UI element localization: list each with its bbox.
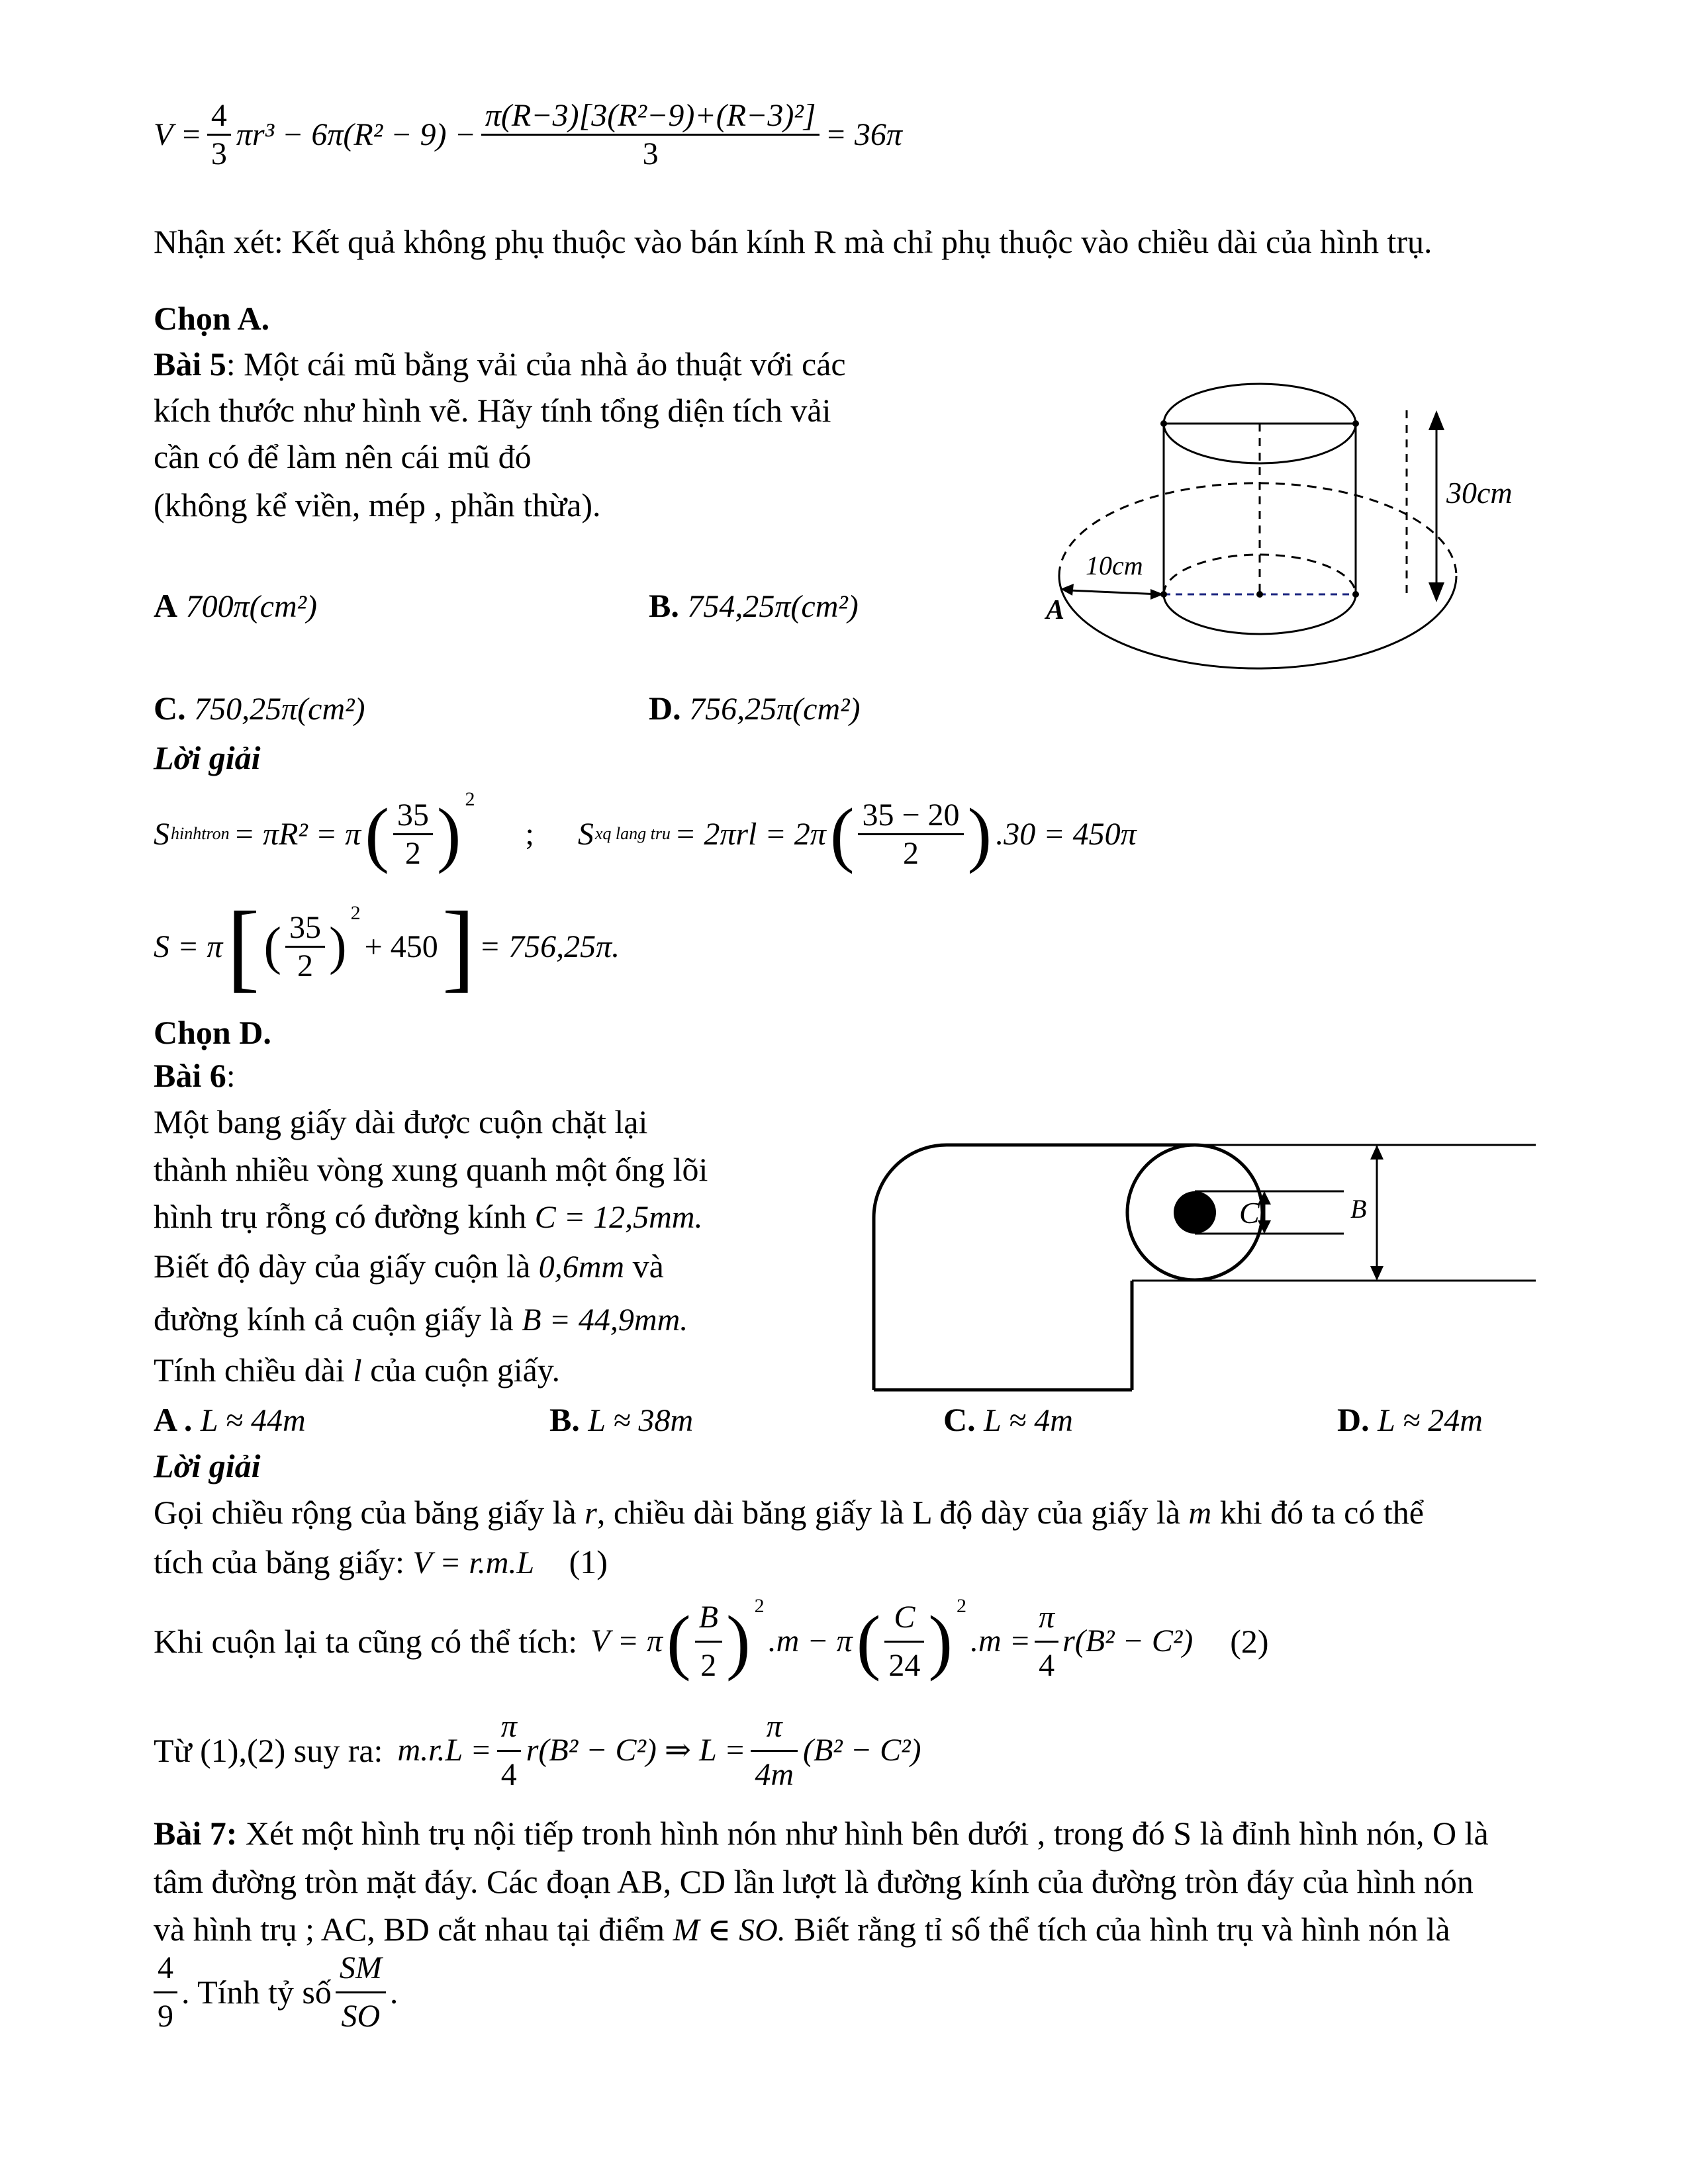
roll-core bbox=[1174, 1191, 1216, 1234]
bai6-line4: Biết độ dày của giấy cuộn là 0,6mm và bbox=[154, 1248, 664, 1285]
bai7-line3: và hình trụ ; AC, BD cắt nhau tại điểm M ∈ SO. Biết rằng tỉ số thể tích của hình trụ và hình nón là bbox=[154, 1911, 1450, 1948]
bai6-solution-line2: tích của băng giấy: V = r.m.L (1) bbox=[154, 1543, 608, 1580]
bai6-solution-line1: Gọi chiều rộng của băng giấy là r, chiều dài băng giấy là L độ dày của giấy là m khi đó ta có thể bbox=[154, 1494, 1424, 1531]
cylinder-base-front bbox=[1164, 594, 1356, 634]
bai5-option-d: D. 756,25π(cm²) bbox=[649, 690, 861, 727]
bai6-title: Bài 6 bbox=[154, 1057, 226, 1094]
choose-a: Chọn A. bbox=[154, 300, 270, 337]
bai6-option-c: C. L ≈ 4m bbox=[943, 1401, 1073, 1438]
bai5-title: Bài 5 bbox=[154, 345, 226, 383]
eq-lhs: V = bbox=[154, 116, 202, 152]
bai5-option-c: C. 750,25π(cm²) bbox=[154, 690, 365, 727]
bai6-solution-label: Lời giải bbox=[154, 1447, 261, 1484]
bai5-line4: (không kể viền, mép , phần thừa). bbox=[154, 486, 601, 523]
bai6-line6: Tính chiều dài l của cuộn giấy. bbox=[154, 1351, 561, 1388]
volume-equation bbox=[154, 78, 902, 191]
bai6-line2: thành nhiều vòng xung quanh một ống lõi bbox=[154, 1151, 708, 1188]
bai5-option-b: B. 754,25π(cm²) bbox=[649, 587, 859, 624]
bai6-option-d: D. L ≈ 24m bbox=[1337, 1401, 1483, 1438]
eq-frac-big: $\frac{\text{π(R−3)[3(R²−9)+(R−3)²]}}{3}$ bbox=[481, 97, 820, 172]
bai6-line1: Một bang giấy dài được cuộn chặt lại bbox=[154, 1103, 648, 1140]
choose-d: Chọn D. bbox=[154, 1014, 271, 1051]
bai6-line3: hình trụ rỗng có đường kính C = 12,5mm. bbox=[154, 1198, 703, 1235]
eq-frac-4-3: $\frac{4}{3}$ bbox=[207, 97, 231, 172]
bai6-title-line: Bài 6: bbox=[154, 1057, 236, 1094]
paper-roll-figure bbox=[861, 1132, 1556, 1410]
bai5-line1: Bài 5: Một cái mũ bằng vải của nhà ảo thuật với các bbox=[154, 345, 846, 383]
eq-result: = 36π bbox=[825, 116, 902, 152]
bai5-solution-line2: S = π [ ( $\frac{35}{2}$ ) 2 + 450 ] = 756,25π. bbox=[154, 891, 620, 1001]
bai7-line1: Bài 7: Xét một hình trụ nội tiếp tronh hình nón như hình bên dưới , trong đó S là đỉnh hình nón, O là bbox=[154, 1815, 1489, 1852]
eq-middle: πr³ − 6π(R² − 9) − bbox=[236, 116, 476, 152]
radius-arrow bbox=[1069, 590, 1160, 594]
c-label: C bbox=[1239, 1196, 1260, 1230]
hat-figure bbox=[1013, 384, 1513, 688]
bai5-solution-label: Lời giải bbox=[154, 739, 261, 776]
bai6-option-a: A . L ≈ 44m bbox=[154, 1401, 306, 1438]
bai5-line2: kích thước như hình vẽ. Hãy tính tổng diện tích vải bbox=[154, 392, 831, 429]
bai7-line4: $\frac{4}{9}$ . Tính tỷ số $\frac{SM}{SO}$ . bbox=[154, 1949, 398, 2035]
bai5-line3: cần có để làm nên cái mũ đó bbox=[154, 438, 532, 475]
brim-front bbox=[1059, 576, 1456, 668]
bai5-option-a: A 700π(cm²) bbox=[154, 587, 317, 624]
height-label: 30cm bbox=[1446, 476, 1513, 510]
bai7-title: Bài 7: bbox=[154, 1815, 238, 1852]
bai6-option-b: B. L ≈ 38m bbox=[549, 1401, 694, 1438]
remark: Nhận xét: Kết quả không phụ thuộc vào bán kính R mà chỉ phụ thuộc vào chiều dài của hình trụ. bbox=[154, 223, 1432, 260]
bai6-line5: đường kính cả cuộn giấy là B = 44,9mm. bbox=[154, 1300, 688, 1338]
point-a-label: A bbox=[1046, 595, 1065, 625]
bai6-solution-line4: Từ (1),(2) suy ra: m.r.L = $\frac{\pi}{4}$ r(B² − C²) ⇒ L = $\frac{\pi}{4m}$ (B² − C²) bbox=[154, 1701, 921, 1800]
radius-label: 10cm bbox=[1086, 551, 1143, 580]
b-label: B bbox=[1350, 1194, 1367, 1224]
bai5-solution-line1: S hinhtron = πR² = π ( $\frac{35}{2}$ ) 2 ; S xq lang tru = 2πrl = 2π ( $\frac{35 - 20}{2}$ ) .30 = 450π bbox=[154, 788, 1137, 874]
bai7-line2: tâm đường tròn mặt đáy. Các đoạn AB, CD lần lượt là đường kính của đường tròn đáy của hình nón bbox=[154, 1863, 1474, 1900]
bai6-solution-line3: Khi cuộn lại ta cũng có thể tích: V = π ( $\frac{B}{2}$ ) 2 .m − π ( $\frac{C}{24}$ ) 2 .m = $\frac{\pi}{4}$ r(B² − C²) (2) bbox=[154, 1595, 1269, 1683]
